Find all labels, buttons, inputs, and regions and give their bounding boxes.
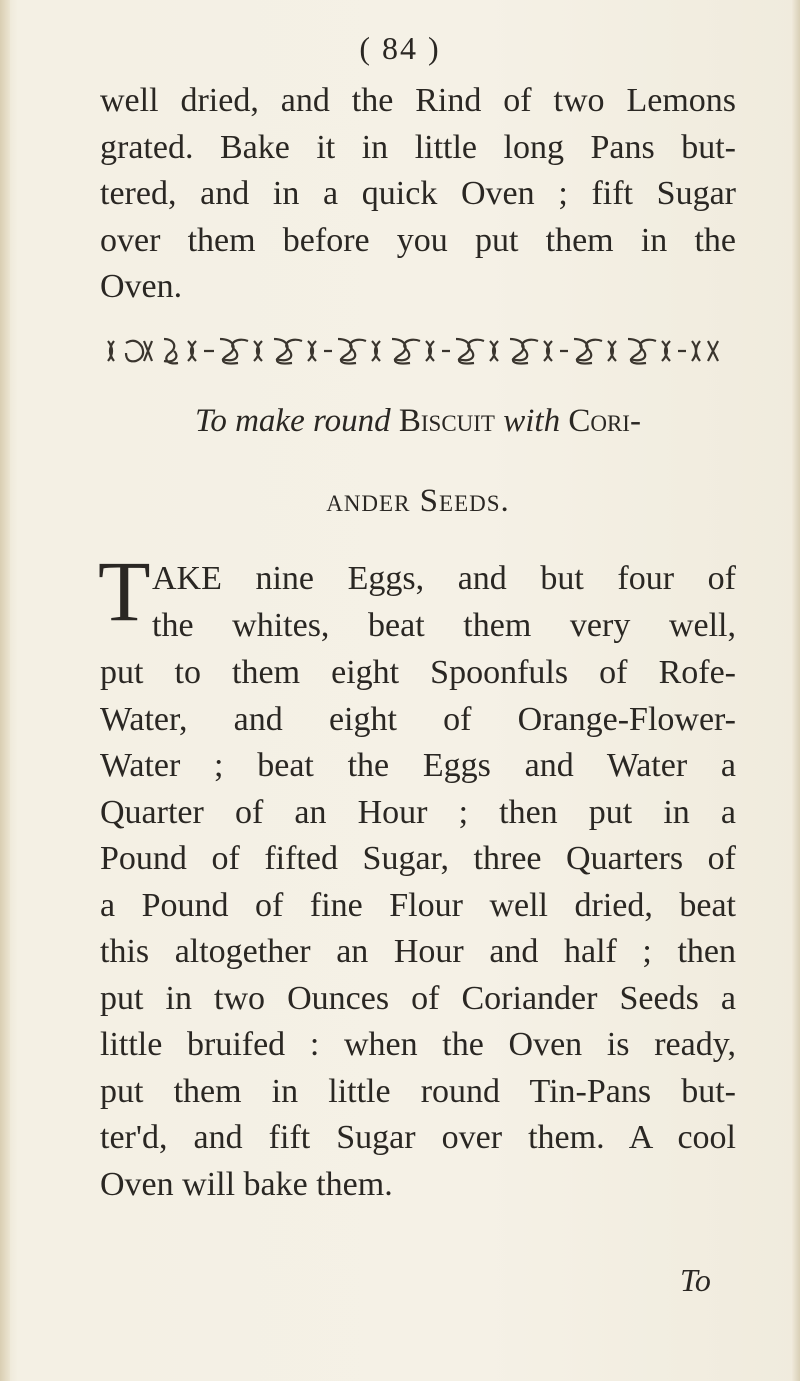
text-line: over them before you put them in the: [100, 221, 736, 259]
page-gutter: [0, 0, 10, 1381]
text-line: Oven will bake them.: [100, 1165, 393, 1203]
ornament-divider: [104, 333, 728, 369]
page-number: ( 84 ): [359, 30, 441, 66]
text-line: Water ; beat the Eggs and Water a: [100, 747, 736, 784]
text-line: well dried, and the Rind of two Lemons: [100, 82, 736, 119]
text-line: this altogether an Hour and half ; then: [100, 933, 736, 970]
title-round: round: [312, 403, 391, 439]
text-line: little bruifed : when the Oven is ready,: [100, 1026, 736, 1063]
text-line: a Pound of fine Flour well dried, beat: [100, 886, 736, 924]
text-line: Quarter of an Hour ; then put in a: [100, 793, 736, 831]
title-with: with: [503, 403, 561, 439]
text-line: Oven.: [100, 268, 183, 305]
text-line: grated. Bake it in little long Pans but-: [100, 128, 736, 166]
text-line: put them in little round Tin-Pans but-: [100, 1072, 736, 1110]
recipe-title: [100, 398, 736, 444]
text-line: put in two Ounces of Coriander Seeds a: [100, 979, 736, 1017]
text-line: AKE nine Eggs, and but four of: [152, 560, 736, 597]
text-line: the whites, beat them very well,: [152, 606, 736, 644]
title-to-make: To make: [195, 403, 305, 439]
drop-cap: T: [98, 543, 151, 639]
recipe-first-lines: [152, 556, 736, 649]
text-line: ter'd, and fift Sugar over them. A cool: [100, 1119, 736, 1156]
text-line: Pound of fifted Sugar, three Quarters of: [100, 840, 736, 877]
title-biscuit: Biscuit: [398, 403, 495, 439]
page-edge: [792, 0, 800, 1381]
text-line: tered, and in a quick Oven ; fift Sugar: [100, 175, 736, 212]
text-line: put to them eight Spoonfuls of Rofe-: [100, 654, 736, 691]
continued-paragraph: [100, 78, 736, 311]
text-line: Water, and eight of Orange-Flower-: [100, 700, 736, 738]
recipe-title-line-2: ander Seeds.: [326, 483, 510, 519]
title-cori: Cori-: [568, 403, 641, 439]
catchword: To: [680, 1262, 711, 1298]
recipe-body: [100, 650, 736, 1208]
